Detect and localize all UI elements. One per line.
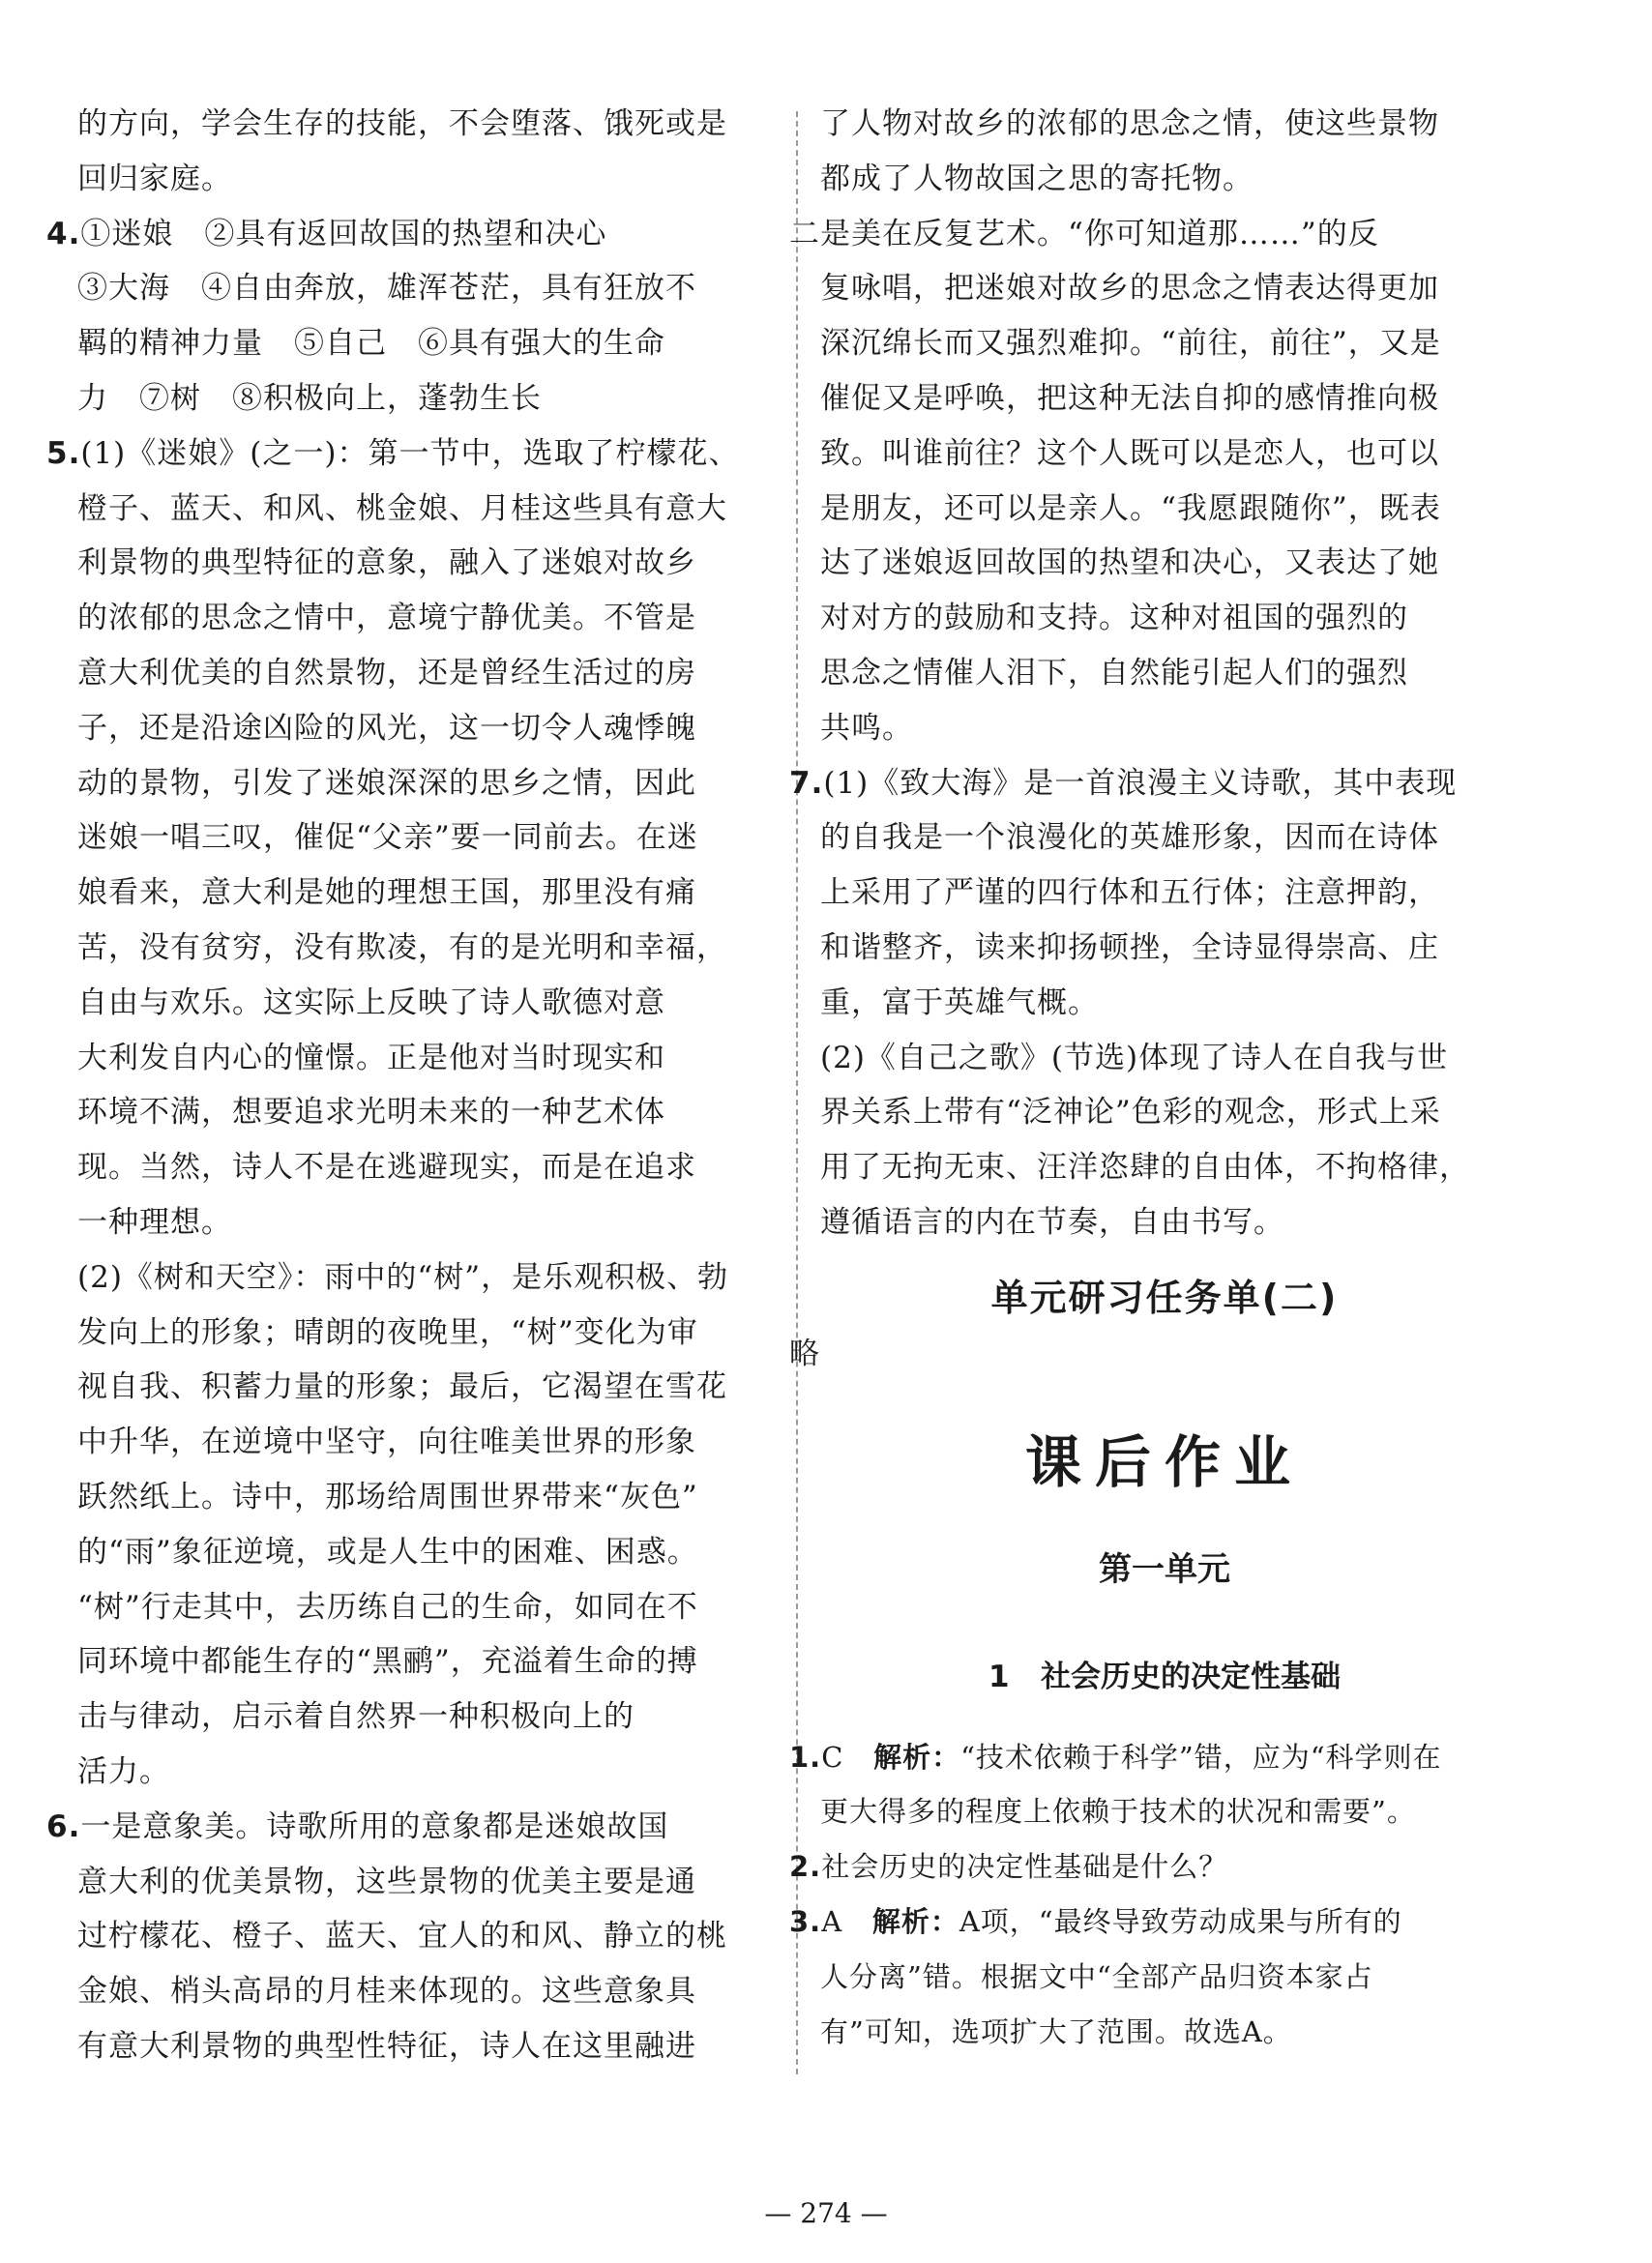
text-line: 人分离”错。根据文中“全部产品归资本家占 [820, 1959, 1373, 1993]
text-line: A项，“最终导致劳动成果与所有的 [959, 1904, 1402, 1938]
text-line: 击与律动，启示着自然界一种积极向上的 [77, 1699, 634, 1735]
text-line: 的方向，学会生存的技能，不会堕落、饿死或是 [77, 106, 727, 141]
question-number: 4. [46, 216, 81, 251]
text-line: 回归家庭。 [77, 161, 232, 196]
text-line: 利景物的典型特征的意象，融入了迷娘对故乡 [77, 545, 696, 581]
text-line: “树”行走其中，去历练自己的生命，如同在不 [77, 1589, 698, 1625]
text-line: 都成了人物故国之思的寄托物。 [820, 161, 1254, 196]
analysis-label: 解析： [873, 1740, 961, 1774]
question-number: 2. [789, 1850, 822, 1884]
lesson-title [820, 1652, 1509, 1695]
text-line: ①迷娘 ②具有返回故国的热望和决心 [80, 216, 607, 251]
text-line: 了人物对故乡的浓郁的思念之情，使这些景物 [820, 106, 1439, 141]
text-line: 意大利的优美景物，这些景物的优美主要是通 [77, 1864, 696, 1899]
unit-title: 第一单元 [1099, 1549, 1230, 1589]
text-line: 有意大利景物的典型性特征，诗人在这里融进 [77, 2028, 696, 2064]
text-line: 深沉绵长而又强烈难抑。“前往，前往”，又是 [820, 326, 1441, 362]
text-line: 同环境中都能生存的“黑鹂”，充溢着生命的搏 [77, 1644, 698, 1680]
text-line: 娘看来，意大利是她的理想王国，那里没有痛 [77, 875, 696, 911]
text-line: 是朋友，还可以是亲人。“我愿跟随你”，既表 [820, 490, 1441, 526]
text-line: 苦，没有贫穷，没有欺凌，有的是光明和幸福， [77, 929, 727, 965]
text-line: (2)《自己之歌》(节选)体现了诗人在自我与世 [820, 1040, 1449, 1075]
right-column [789, 97, 1509, 2059]
text-line: 力 ⑦树 ⑧积极向上，蓬勃生长 [77, 380, 542, 416]
answer-letter: A [821, 1904, 843, 1938]
text-line: 思念之情催人泪下，自然能引起人们的强烈 [820, 655, 1408, 691]
text-line: 发向上的形象；晴朗的夜晚里，“树”变化为审 [77, 1314, 698, 1350]
question-number: 6. [46, 1808, 81, 1844]
text-line: 的“雨”象征逆境，或是人生中的困难、困惑。 [77, 1534, 698, 1570]
text-line: 意大利优美的自然景物，还是曾经生活过的房 [77, 655, 696, 691]
text-line: 的自我是一个浪漫化的英雄形象，因而在诗体 [820, 820, 1439, 856]
left-column [46, 97, 783, 2074]
text-line: 迷娘一唱三叹，催促“父亲”要一同前去。在迷 [77, 820, 698, 856]
text-line: 重，富于英雄气概。 [820, 985, 1099, 1020]
text-line: (1)《迷娘》(之一)：第一节中，选取了柠檬花、 [80, 435, 740, 471]
text-line: 一种理想。 [77, 1204, 232, 1240]
answer-4 [46, 207, 783, 426]
text-line: 和谐整齐，读来抑扬顿挫，全诗显得崇高、庄 [820, 929, 1439, 965]
text-line: 达了迷娘返回故国的热望和决心，又表达了她 [820, 545, 1439, 581]
text-line: 橙子、蓝天、和风、桃金娘、月桂这些具有意大 [77, 490, 727, 526]
text-line: 的浓郁的思念之情中，意境宁静优美。不管是 [77, 601, 696, 636]
text-line: 共鸣。 [820, 710, 913, 746]
text-line: 大利发自内心的憧憬。正是他对当时现实和 [77, 1040, 665, 1075]
text-line: 社会历史的决定性基础是什么？ [821, 1850, 1228, 1884]
text-line: 跃然纸上。诗中，那场给周围世界带来“灰色” [77, 1479, 698, 1514]
text-line: “技术依赖于科学”错，应为“科学则在 [960, 1740, 1442, 1774]
text-line: 羁的精神力量 ⑤自己 ⑥具有强大的生命 [77, 326, 665, 362]
homework-answer-2 [789, 1839, 1509, 1895]
question-number: 5. [46, 435, 81, 471]
text-line: 二是美在反复艺术。“你可知道那……”的反 [789, 216, 1379, 251]
text-line: 过柠檬花、橙子、蓝天、宜人的和风、静立的桃 [77, 1919, 727, 1954]
lesson-number: 1 [988, 1659, 1010, 1694]
text-line: 金娘、梢头高昂的月桂来体现的。这些意象具 [77, 1974, 696, 2010]
analysis-label: 解析： [871, 1904, 959, 1938]
text-line: 现。当然，诗人不是在逃避现实，而是在追求 [77, 1150, 696, 1186]
answer-letter: C [821, 1740, 844, 1774]
text-line: 更大得多的程度上依赖于技术的状况和需要”。 [820, 1795, 1416, 1829]
question-number: 1. [789, 1740, 822, 1774]
answer-7 [789, 756, 1509, 1250]
lesson-name: 社会历史的决定性基础 [1040, 1659, 1341, 1694]
text-line: 界关系上带有“泛神论”色彩的观念，形式上采 [820, 1095, 1441, 1131]
answer-6-continued [789, 97, 1509, 756]
text-line: 动的景物，引发了迷娘深深的思乡之情，因此 [77, 765, 696, 801]
homework-title: 课后作业 [1024, 1428, 1304, 1495]
text-line: 致。叫谁前往？这个人既可以是恋人，也可以 [820, 435, 1439, 471]
text-line: (2)《树和天空》：雨中的“树”，是乐观积极、勃 [77, 1259, 729, 1295]
text-line: (1)《致大海》是一首浪漫主义诗歌，其中表现 [823, 765, 1458, 801]
answer-5 [46, 426, 783, 1800]
lue-text: 略 [789, 1336, 820, 1371]
text-line: 用了无拘无束、汪洋恣肆的自由体，不拘格律， [820, 1150, 1470, 1186]
text-line: ③大海 ④自由奔放，雄浑苍茫，具有狂放不 [77, 271, 696, 307]
text-line: 复咏唱，把迷娘对故乡的思念之情表达得更加 [820, 271, 1439, 307]
text-line: 对对方的鼓励和支持。这种对祖国的强烈的 [820, 601, 1408, 636]
page-number: — 274 — [764, 2197, 888, 2229]
question-number: 7. [789, 765, 824, 801]
text-line: 遵循语言的内在节奏，自由书写。 [820, 1204, 1284, 1240]
text-line: 中升华，在逆境中坚守，向往唯美世界的形象 [77, 1425, 696, 1460]
text-line: 一是意象美。诗歌所用的意象都是迷娘故国 [80, 1808, 669, 1844]
text-line: 上采用了严谨的四行体和五行体；注意押韵， [820, 875, 1439, 911]
text-line: 有”可知，选项扩大了范围。故选A。 [820, 2014, 1292, 2048]
text-line: 子，还是沿途凶险的风光，这一切令人魂悸魄 [77, 710, 696, 746]
text-line: 视自我、积蓄力量的形象；最后，它渴望在雪花 [77, 1369, 727, 1405]
text-line: 活力。 [77, 1753, 170, 1789]
homework-answer-1 [789, 1730, 1509, 1840]
text-line: 催促又是呼唤，把这种无法自抑的感情推向极 [820, 380, 1439, 416]
unit-task-title: 单元研习任务单(二) [990, 1276, 1339, 1319]
homework-answer-3 [789, 1895, 1509, 2059]
question-number: 3. [789, 1904, 822, 1938]
answer-6 [46, 1800, 783, 2074]
text-line: 环境不满，想要追求光明未来的一种艺术体 [77, 1095, 665, 1131]
text-line: 自由与欢乐。这实际上反映了诗人歌德对意 [77, 985, 665, 1020]
